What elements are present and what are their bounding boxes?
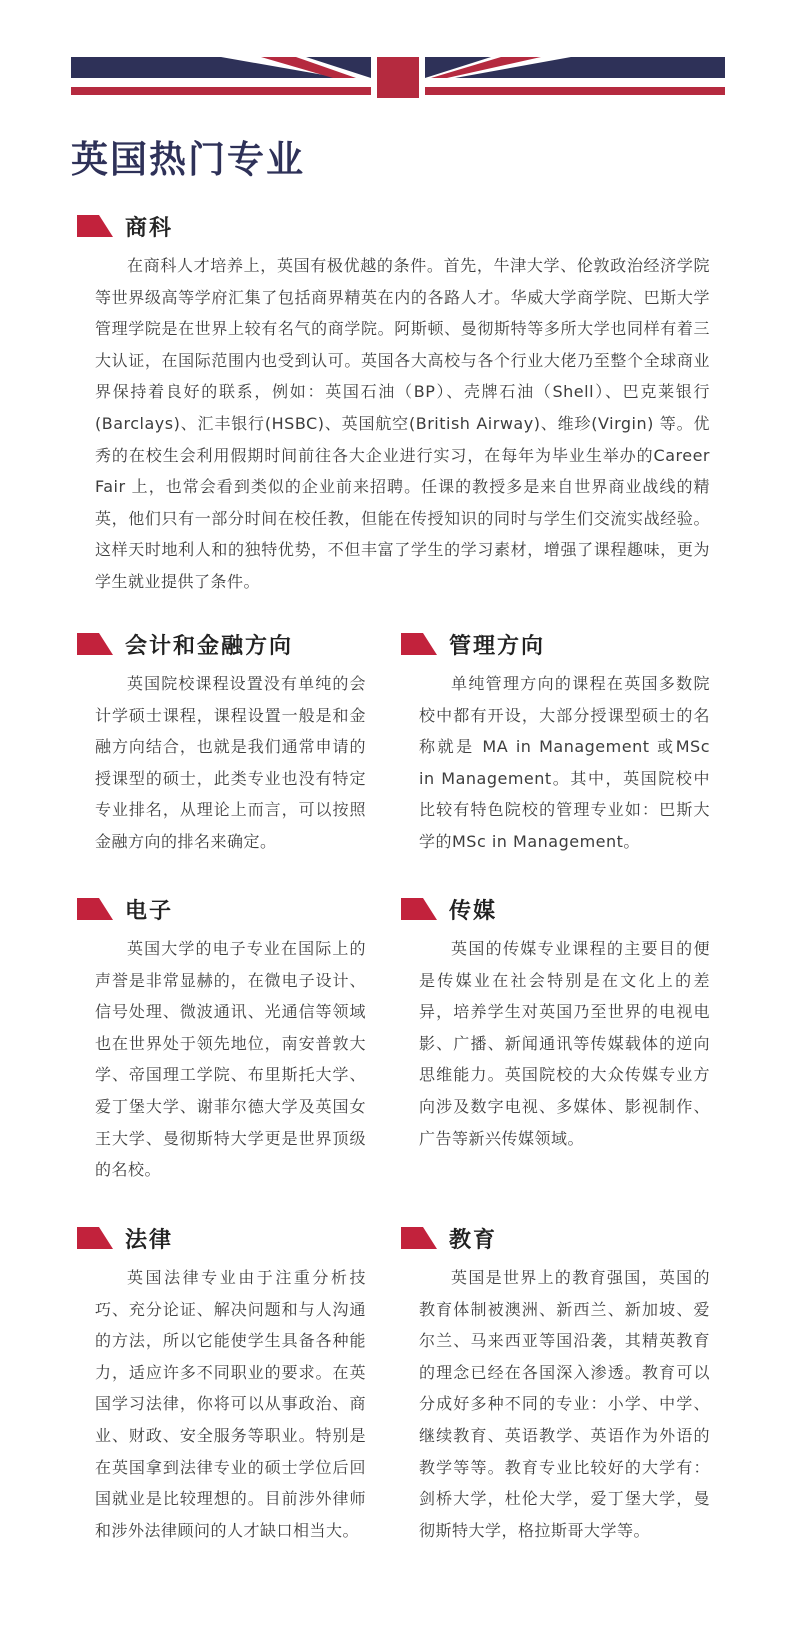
section-header xyxy=(401,628,710,660)
section-title: 会计和金融方向 xyxy=(125,633,294,659)
section-body: 英国大学的电子专业在国际上的声誉是非常显赫的，在微电子设计、信号处理、微波通讯、光通信等领域也在世界处于领先地位，南安普敦大学、帝国理工学院、布里斯托大学、爱丁堡大学、谢菲尔德大学及英国女王大学、曼彻斯特大学更是世界顶级的名校。 xyxy=(95,939,366,1180)
union-flag-banner xyxy=(71,57,725,98)
heading-marker-icon xyxy=(77,215,113,237)
section-body: 英国的传媒专业课程的主要目的便是传媒业在社会特别是在文化上的差异，培养学生对英国乃至世界的电视电影、广播、新闻通讯等传媒载体的逆向思维能力。英国院校的大众传媒专业方向涉及数字电视、多媒体、影视制作、广告等新兴传媒领域。 xyxy=(419,939,710,1148)
section-header xyxy=(77,893,366,925)
section-header xyxy=(77,1222,366,1254)
section-header xyxy=(77,628,366,660)
section-body: 在商科人才培养上，英国有极优越的条件。首先，牛津大学、伦敦政治经济学院等世界级高等学府汇集了包括商界精英在内的各路人才。华威大学商学院、巴斯大学管理学院是在世界上较有名气的商学院。阿斯顿、曼彻斯特等多所大学也同样有着三大认证，在国际范围内也受到认可。英国各大高校与各个行业大佬乃至整个全球商业界保持着良好的联系，例如：英国石油（BP）、壳牌石油（Shell）、巴克莱银行(Barclays)、汇丰银行(HSBC)、英国航空(British Airway)、维珍(Virgin) 等。优秀的在校生会利用假期时间前往各大企业进行实习，在每年为毕业生举办的Career Fair 上，也常会看到类似的企业前来招聘。任课的教授多是来自世界商业战线的精英，他们只有一部分时间在校任教，但能在传授知识的同时与学生们交流实战经验。这样天时地利人和的独特优势，不但丰富了学生的学习素材，增强了课程趣味，更为学生就业提供了条件。 xyxy=(95,256,710,591)
section-header xyxy=(77,210,710,242)
heading-marker-icon xyxy=(401,1227,437,1249)
heading-marker-icon xyxy=(77,633,113,655)
section-title: 法律 xyxy=(125,1227,174,1253)
section-accounting-finance xyxy=(77,628,366,858)
section-header xyxy=(401,893,710,925)
section-title: 管理方向 xyxy=(449,633,546,659)
heading-marker-icon xyxy=(77,1227,113,1249)
section-title: 传媒 xyxy=(449,898,498,924)
section-body: 英国院校课程设置没有单纯的会计学硕士课程，课程设置一般是和金融方向结合，也就是我们通常申请的授课型的硕士，此类专业也没有特定专业排名，从理论上而言，可以按照金融方向的排名来确定。 xyxy=(95,674,366,851)
section-media xyxy=(401,893,710,1154)
heading-marker-icon xyxy=(401,633,437,655)
section-management xyxy=(401,628,710,858)
section-title: 教育 xyxy=(449,1227,498,1253)
section-body: 英国法律专业由于注重分析技巧、充分论证、解决问题和与人沟通的方法，所以它能使学生具备各种能力，适应许多不同职业的要求。在英国学习法律，你将可以从事政治、商业、财政、安全服务等职业。特别是在英国拿到法律专业的硕士学位后回国就业是比较理想的。目前涉外律师和涉外法律顾问的人才缺口相当大。 xyxy=(95,1268,366,1540)
section-body: 单纯管理方向的课程在英国多数院校中都有开设，大部分授课型硕士的名称就是 MA in Management 或MSc in Management。其中，英国院校中比较有特色院校的管理专业如：巴斯大学的MSc in Management。 xyxy=(419,674,710,851)
section-title: 电子 xyxy=(125,898,174,924)
section-electronics xyxy=(77,893,366,1186)
heading-marker-icon xyxy=(77,898,113,920)
heading-marker-icon xyxy=(401,898,437,920)
section-header xyxy=(401,1222,710,1254)
section-law xyxy=(77,1222,366,1546)
section-body: 英国是世界上的教育强国，英国的教育体制被澳洲、新西兰、新加坡、爱尔兰、马来西亚等国沿袭，其精英教育的理念已经在各国深入渗透。教育可以分成好多种不同的专业：小学、中学、继续教育、英语教学、英语作为外语的教学等等。教育专业比较好的大学有：剑桥大学，杜伦大学，爱丁堡大学，曼彻斯特大学，格拉斯哥大学等。 xyxy=(419,1268,710,1540)
section-education xyxy=(401,1222,710,1546)
section-title: 商科 xyxy=(125,215,174,241)
section-business xyxy=(77,210,710,598)
page-title: 英国热门专业 xyxy=(71,138,305,181)
